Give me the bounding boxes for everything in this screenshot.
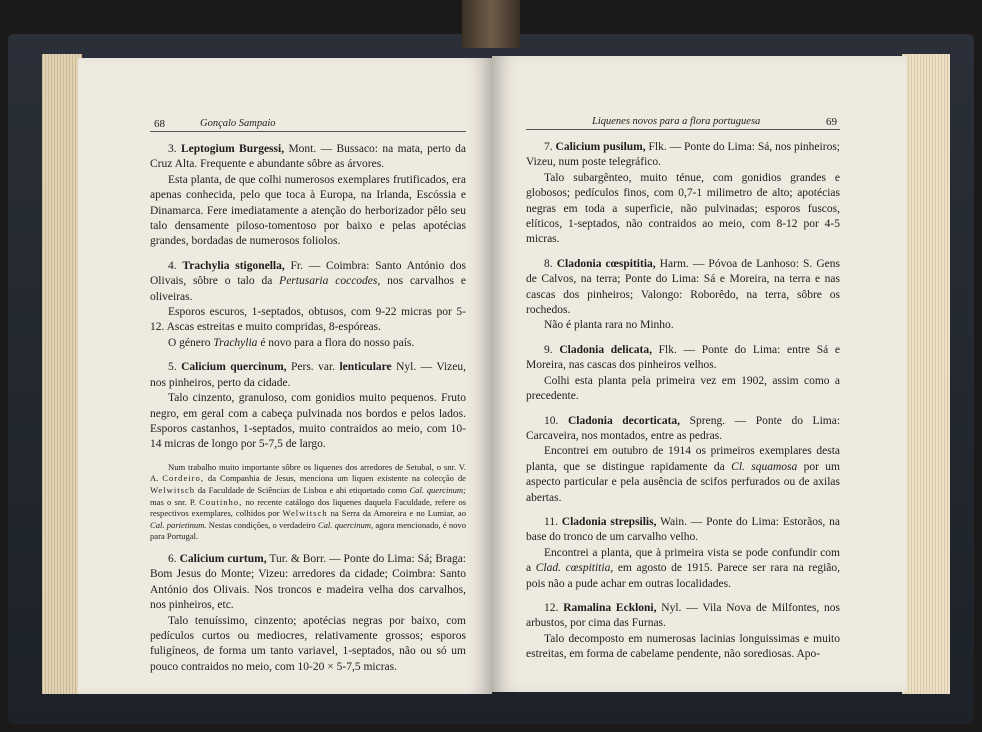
header-rule [150,131,466,132]
entry-5-body: Talo cinzento, granuloso, com gonidios muito pequenos. Fruto negro, em geral com a cabeça pulvinada nos bordos e pelos lados. Esporos castanhos, 1-septados, muito contraidos ao meio, com 10-14 micras de longo por 5-7,5 de largo. [150,392,466,451]
entry-10: 10. Cladonia decorticata, Spreng. — Ponte do Lima: Carcaveira, nos montados, entre as pedras. [526,414,841,442]
entry-9: 9. Cladonia delicata, Flk. — Ponte do Lima: entre Sá e Moreira, nas cascas dos pinheiros velhos. [526,343,841,372]
entry-3: 3. Leptogium Burgessi, Mont. — Bussaco: na mata, perto da Cruz Alta. Frequente e abundante sôbre as árvores. [150,143,467,171]
entry-12: 12. Ramalina Eckloni, Nyl. — Vila Nova de Milfontes, nos arbustos, por cima das Furnas. [526,601,840,630]
right-page-text [526,140,840,663]
entry-4: 4. Trachylia stigonella, Fr. — Coimbra: Santo António dos Olivais, sôbre o talo da Pertusaria coccodes, nos carvalhos e oliveiras. [150,259,467,303]
header-rule [526,129,840,130]
right-page [492,56,906,692]
entry-7-body: Talo subargênteo, muito ténue, com gonidios grandes e globosos; pedículos finos, com 0,7-1 milimetro de alto; apotécias negras em toda a superficie, não pulvinadas; esporos fuscos, elíticos, 1-septados, não contraidos ao meio, com 8-12 por 4-5 micras. [526,171,840,246]
page-edges-right [902,54,950,694]
entry-4-body: Esporos escuros, 1-septados, obtusos, com 9-22 micras por 5-12. Ascas estreitas e muito compridas, 8-espóreas. [150,306,466,334]
entry-8-body: Não é planta rara no Minho. [544,319,674,332]
page-number: 68 [154,118,165,130]
running-head: Gonçalo Sampaio [200,118,276,129]
entry-11-body: Encontrei a planta, que à primeira vista se pode confundir com a Clad. cœspititia, em agosto de 1915. Parece ser rara na região, pois não a pude achar em outras localidades. [526,546,841,590]
entry-12-body: Talo decomposto em numerosas lacinias longuissimas e muito estreitas, em forma de cabelame pendente, não sorediosas. Apo- [526,632,840,661]
entry-5: 5. Calicium quercinum, Pers. var. lenticulare Nyl. — Vizeu, nos pinheiros, perto da cidade. [150,361,467,389]
footnote: Num trabalho muito importante sôbre os liquenes dos arredores de Setubal, o snr. V. A. Cordeiro, da Companhia de Jesus, menciona um liquen existente na colecção de Welwitsch da Faculdade de Sciências de Lisboa e ahi etiquetado como Cal. quercinum; mas o snr. P. Coutinho, no recente catálogo dos liquenes daquela Faculdade, refere os respectivos exemplares, colhidos por Welwitsch na Serra da Amoreira e no Lumiar, ao Cal. parietinum. Nestas condições, o verdadeiro Cal. quercinum, agora mencionado, é novo para Portugal. [150,461,467,542]
entry-3-body: Esta planta, de que colhi numerosos exemplares frutificados, era apenas conhecida, pelo que toca à Europa, na Irlanda, Escóssia e Dinamarca. Fere imediatamente a atenção do herborizador pêlo seu talo densamente piloso-tomentoso por baixo e pelas apotécias grandes, bordadas de numerosos foliolos. [150,173,466,248]
left-page [78,58,492,694]
page-edges-left [42,54,82,694]
book-spine [462,0,520,48]
entry-6: 6. Calicium curtum, Tur. & Borr. — Ponte do Lima: Sá; Braga: Bom Jesus do Monte; Vizeu: arredores da cidade; Coimbra: Santo António dos Olivais. Nos troncos e madeira velha dos carvalhos, nos pinheiros, etc. [150,552,467,612]
page-number: 69 [826,116,837,128]
entry-10-body: Encontrei em outubro de 1914 os primeiros exemplares desta planta, que se distingue rapidamente da Cl. squamosa por um aspecto particular e pela ausência de scifos perfurados ou de axilas abertas. [526,445,841,504]
entry-7: 7. Calicium pusilum, Flk. — Ponte do Lima: Sá, nos pinheiros; Vizeu, num poste telegráfico. [526,141,840,169]
entry-9-body: Colhi esta planta pela primeira vez em 1902, assim como a precedente. [526,374,840,403]
entry-6-body: Talo tenuíssimo, cinzento; apotécias negras por baixo, com pedículos curtos ou mediocres, relativamente grossos; esporos fuligíneos, de forma um tanto variavel, 1-septados, não ou só um pouco contraidos no meio, com 10-20 × 5-7,5 micras. [150,614,466,673]
left-page-text [150,142,466,675]
running-head: Liquenes novos para a flora portuguesa [592,116,761,127]
entry-8: 8. Cladonia cœspititia, Harm. — Póvoa de Lanhoso: S. Gens de Calvos, na terra; Ponte do Lima: Sá e Moreira, na terra e nas cascas dos pinheiros; Valongo: Roborêdo, na terra, sôbre os rochedos. [526,257,841,317]
entry-11: 11. Cladonia strepsilis, Wain. — Ponte do Lima: Estorãos, na base do tronco de um carvalho velho. [526,515,840,544]
entry-4-genus: O género Trachylia é novo para a flora do nosso país. [168,336,415,349]
